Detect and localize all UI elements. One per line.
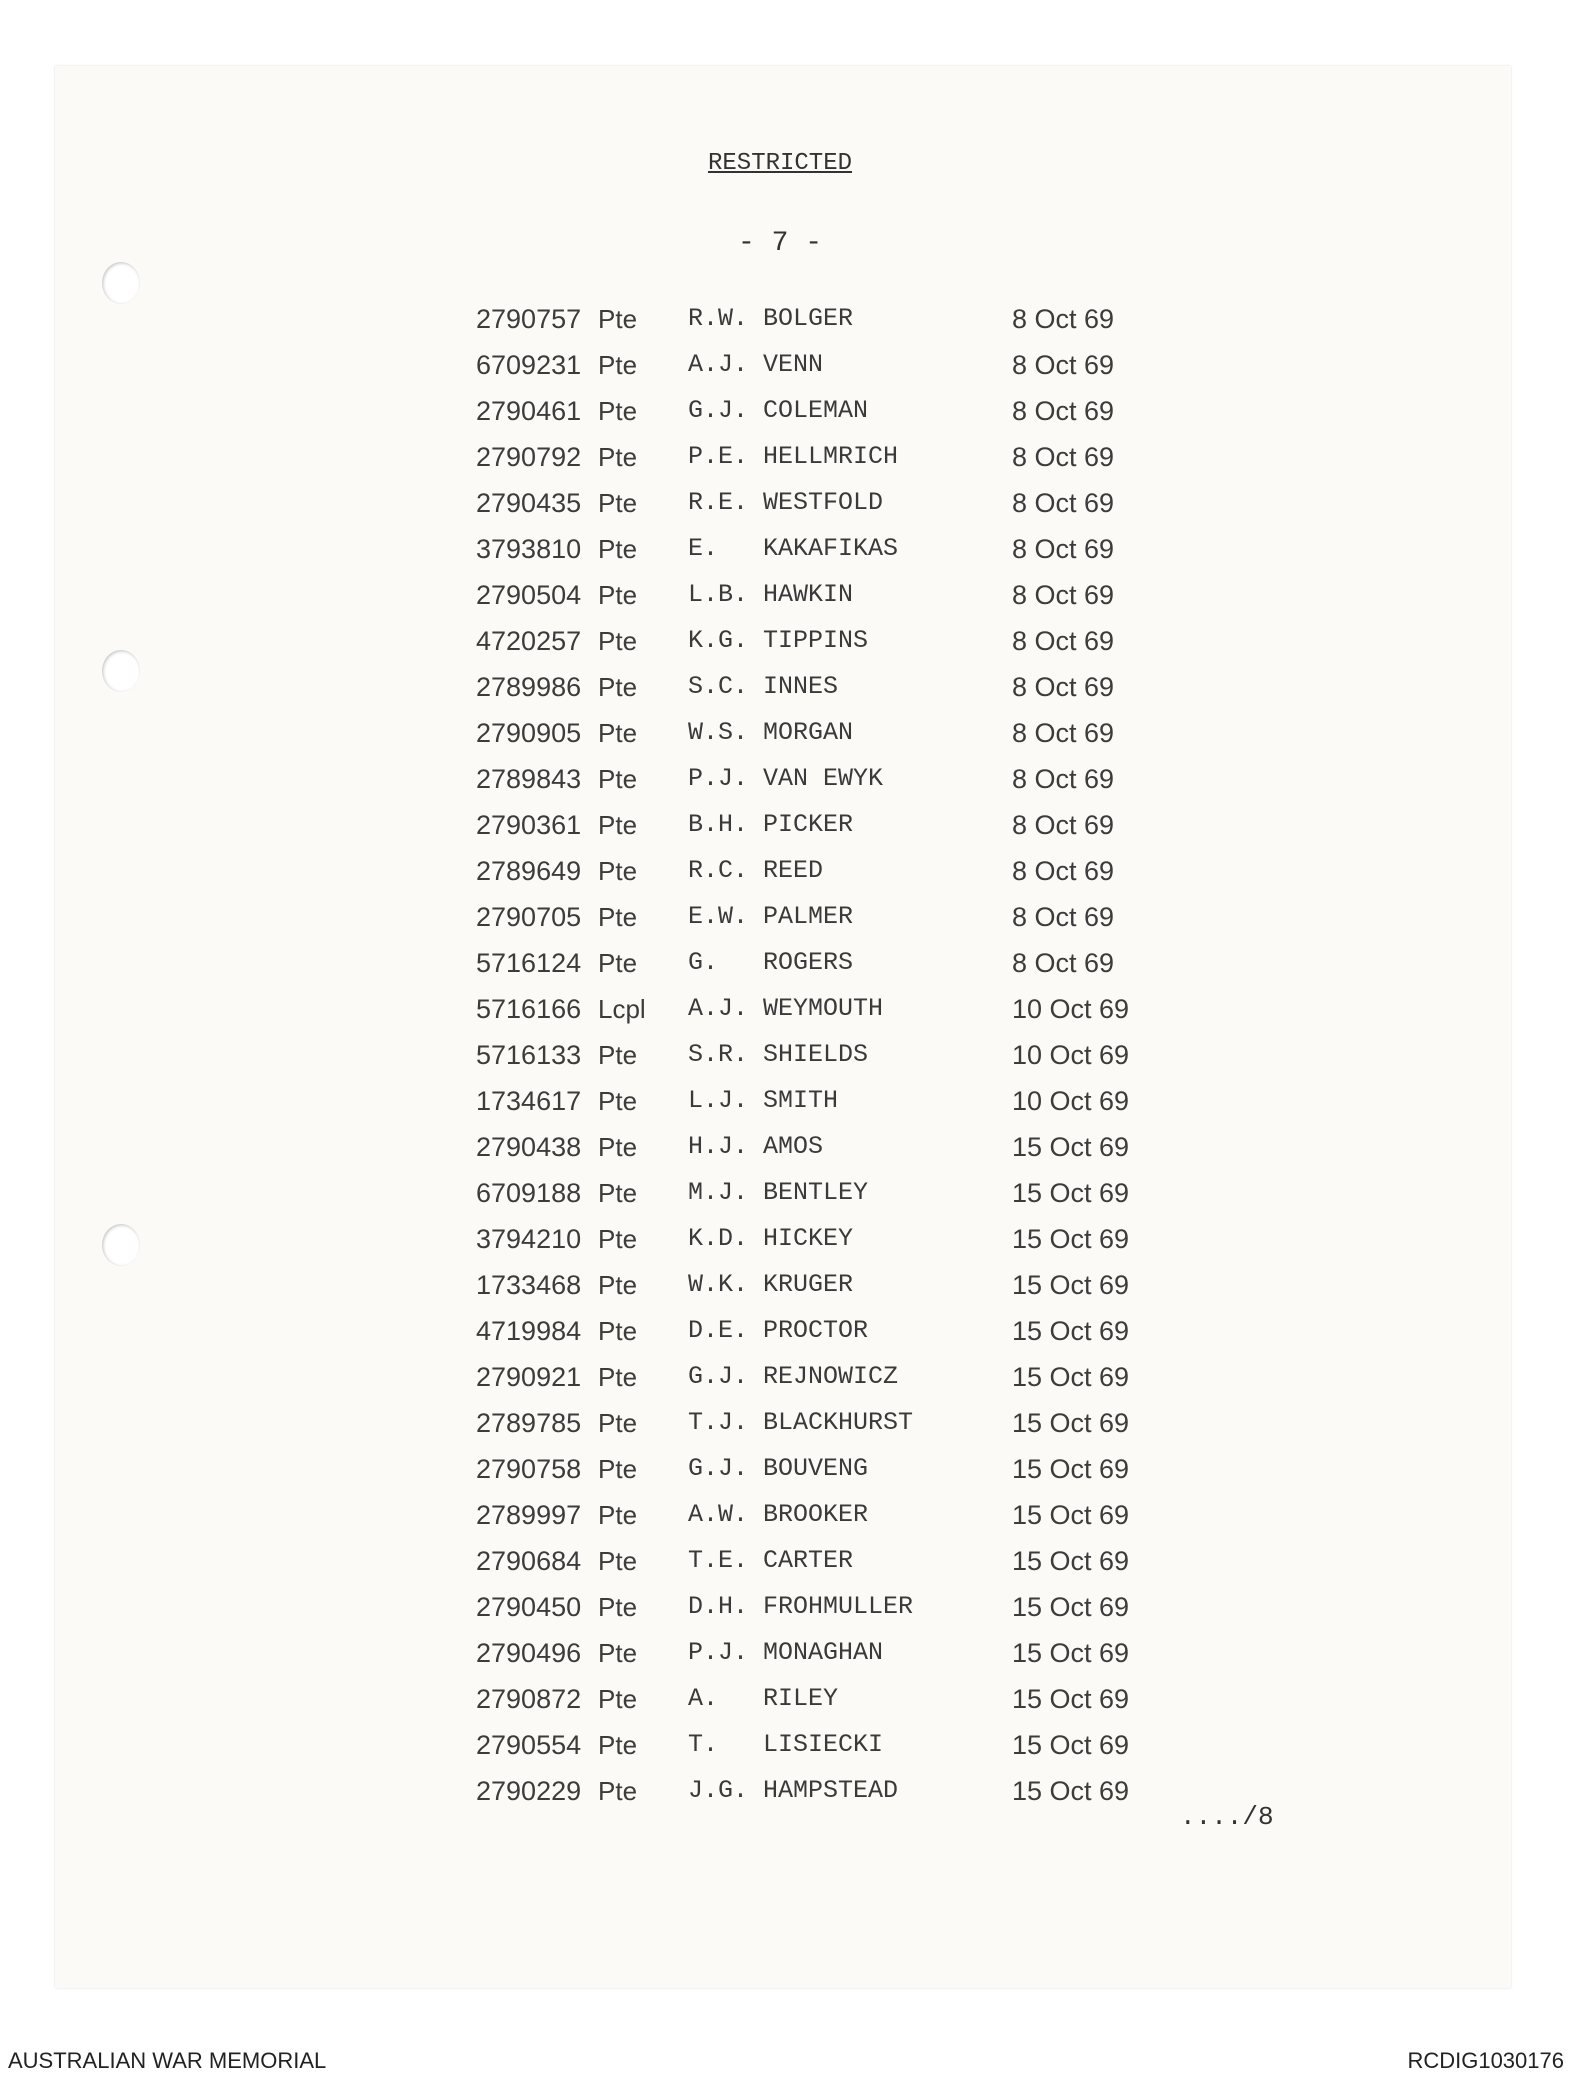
service-number: 5716124 [476, 948, 582, 978]
surname: BOUVENG [763, 1454, 869, 1483]
service-number: 2790461 [476, 396, 582, 426]
rank: Pte [598, 1086, 638, 1116]
rank: Pte [598, 810, 638, 840]
surname: AMOS [763, 1132, 824, 1161]
date: 8 Oct 69 [1012, 810, 1115, 840]
date: 10 Oct 69 [1012, 994, 1130, 1024]
footer-source: AUSTRALIAN WAR MEMORIAL [8, 2048, 327, 2073]
surname: PICKER [763, 810, 854, 839]
surname: HELLMRICH [763, 442, 899, 471]
initials: R.W. [688, 304, 749, 333]
service-number: 2789997 [476, 1500, 582, 1530]
initials: A.J. [688, 350, 749, 379]
rank: Pte [598, 1454, 638, 1484]
rank: Pte [598, 948, 638, 978]
page-number: - 7 - [737, 228, 822, 259]
punch-hole [102, 1224, 140, 1266]
date: 15 Oct 69 [1012, 1546, 1130, 1576]
service-number: 3794210 [476, 1224, 582, 1254]
surname: MORGAN [763, 718, 854, 747]
surname: BOLGER [763, 304, 854, 333]
initials: G. [688, 948, 719, 977]
date: 15 Oct 69 [1012, 1362, 1130, 1392]
date: 15 Oct 69 [1012, 1224, 1130, 1254]
initials: M.J. [688, 1178, 749, 1207]
rank: Pte [598, 672, 638, 702]
date: 8 Oct 69 [1012, 672, 1115, 702]
service-number: 2789986 [476, 672, 582, 702]
initials: H.J. [688, 1132, 749, 1161]
rank: Pte [598, 1270, 638, 1300]
date: 15 Oct 69 [1012, 1408, 1130, 1438]
continuation-marker: ..../8 [1180, 1802, 1274, 1832]
date: 8 Oct 69 [1012, 304, 1115, 334]
date: 8 Oct 69 [1012, 948, 1115, 978]
initials: K.G. [688, 626, 749, 655]
rank: Lcpl [598, 994, 646, 1024]
date: 8 Oct 69 [1012, 718, 1115, 748]
surname: BROOKER [763, 1500, 869, 1529]
date: 15 Oct 69 [1012, 1316, 1130, 1346]
initials: T. [688, 1730, 719, 1759]
surname: KRUGER [763, 1270, 854, 1299]
service-number: 6709188 [476, 1178, 582, 1208]
service-number: 4720257 [476, 626, 582, 656]
initials: L.B. [688, 580, 749, 609]
service-number: 2790361 [476, 810, 582, 840]
surname: HAWKIN [763, 580, 854, 609]
date: 15 Oct 69 [1012, 1178, 1130, 1208]
surname: ROGERS [763, 948, 854, 977]
surname: PROCTOR [763, 1316, 869, 1345]
date: 8 Oct 69 [1012, 534, 1115, 564]
date: 8 Oct 69 [1012, 856, 1115, 886]
rank: Pte [598, 580, 638, 610]
rank: Pte [598, 1362, 638, 1392]
surname: WESTFOLD [763, 488, 884, 517]
surname: BENTLEY [763, 1178, 869, 1207]
rank: Pte [598, 1408, 638, 1438]
initials: A.J. [688, 994, 749, 1023]
service-number: 2789785 [476, 1408, 582, 1438]
rank: Pte [598, 902, 638, 932]
surname: MONAGHAN [763, 1638, 884, 1667]
date: 8 Oct 69 [1012, 442, 1115, 472]
rank: Pte [598, 1500, 638, 1530]
service-number: 2790229 [476, 1776, 582, 1806]
date: 15 Oct 69 [1012, 1684, 1130, 1714]
date: 8 Oct 69 [1012, 764, 1115, 794]
rank: Pte [598, 1224, 638, 1254]
rank: Pte [598, 396, 638, 426]
service-number: 2790758 [476, 1454, 582, 1484]
service-number: 2790757 [476, 304, 582, 334]
rank: Pte [598, 1316, 638, 1346]
punch-hole [102, 650, 140, 692]
service-number: 2790496 [476, 1638, 582, 1668]
date: 8 Oct 69 [1012, 488, 1115, 518]
service-number: 5716166 [476, 994, 582, 1024]
date: 8 Oct 69 [1012, 396, 1115, 426]
surname: VENN [763, 350, 824, 379]
service-number: 1734617 [476, 1086, 582, 1116]
service-number: 4719984 [476, 1316, 582, 1346]
date: 8 Oct 69 [1012, 626, 1115, 656]
initials: S.C. [688, 672, 749, 701]
service-number: 2790905 [476, 718, 582, 748]
rank: Pte [598, 350, 638, 380]
rank: Pte [598, 1546, 638, 1576]
initials: E. [688, 534, 719, 563]
initials: G.J. [688, 1362, 749, 1391]
rank: Pte [598, 304, 638, 334]
initials: D.E. [688, 1316, 749, 1345]
date: 8 Oct 69 [1012, 580, 1115, 610]
surname: HICKEY [763, 1224, 854, 1253]
service-number: 2790684 [476, 1546, 582, 1576]
service-number: 3793810 [476, 534, 582, 564]
service-number: 6709231 [476, 350, 582, 380]
date: 8 Oct 69 [1012, 902, 1115, 932]
surname: FROHMULLER [763, 1592, 914, 1621]
initials: R.E. [688, 488, 749, 517]
date: 15 Oct 69 [1012, 1500, 1130, 1530]
initials: K.D. [688, 1224, 749, 1253]
surname: KAKAFIKAS [763, 534, 899, 563]
initials: G.J. [688, 396, 749, 425]
initials: P.J. [688, 764, 749, 793]
rank: Pte [598, 1040, 638, 1070]
service-number: 2790435 [476, 488, 582, 518]
rank: Pte [598, 534, 638, 564]
date: 15 Oct 69 [1012, 1592, 1130, 1622]
service-number: 2790921 [476, 1362, 582, 1392]
surname: VAN EWYK [763, 764, 884, 793]
date: 15 Oct 69 [1012, 1132, 1130, 1162]
service-number: 2790504 [476, 580, 582, 610]
surname: TIPPINS [763, 626, 869, 655]
classification-heading: RESTRICTED [707, 150, 853, 177]
rank: Pte [598, 442, 638, 472]
initials: E.W. [688, 902, 749, 931]
surname: REED [763, 856, 824, 885]
surname: CARTER [763, 1546, 854, 1575]
rank: Pte [598, 764, 638, 794]
surname: RILEY [763, 1684, 839, 1713]
service-number: 2790792 [476, 442, 582, 472]
surname: INNES [763, 672, 839, 701]
surname: SHIELDS [763, 1040, 869, 1069]
initials: G.J. [688, 1454, 749, 1483]
service-number: 5716133 [476, 1040, 582, 1070]
service-number: 2790438 [476, 1132, 582, 1162]
rank: Pte [598, 1638, 638, 1668]
service-number: 2790705 [476, 902, 582, 932]
initials: A.W. [688, 1500, 749, 1529]
initials: A. [688, 1684, 719, 1713]
punch-hole [102, 262, 140, 304]
initials: S.R. [688, 1040, 749, 1069]
footer-record-id: RCDIG1030176 [1407, 2048, 1564, 2073]
surname: WEYMOUTH [763, 994, 884, 1023]
date: 15 Oct 69 [1012, 1454, 1130, 1484]
service-number: 2790554 [476, 1730, 582, 1760]
rank: Pte [598, 1132, 638, 1162]
service-number: 1733468 [476, 1270, 582, 1300]
surname: REJNOWICZ [763, 1362, 899, 1391]
service-number: 2789843 [476, 764, 582, 794]
surname: HAMPSTEAD [763, 1776, 899, 1805]
rank: Pte [598, 1178, 638, 1208]
rank: Pte [598, 1592, 638, 1622]
surname: SMITH [763, 1086, 839, 1115]
rank: Pte [598, 856, 638, 886]
initials: R.C. [688, 856, 749, 885]
date: 15 Oct 69 [1012, 1638, 1130, 1668]
initials: T.J. [688, 1408, 749, 1437]
rank: Pte [598, 1684, 638, 1714]
date: 15 Oct 69 [1012, 1270, 1130, 1300]
service-number: 2790872 [476, 1684, 582, 1714]
surname: COLEMAN [763, 396, 869, 425]
rank: Pte [598, 1730, 638, 1760]
surname: PALMER [763, 902, 854, 931]
initials: T.E. [688, 1546, 749, 1575]
date: 10 Oct 69 [1012, 1086, 1130, 1116]
date: 15 Oct 69 [1012, 1730, 1130, 1760]
surname: BLACKHURST [763, 1408, 914, 1437]
date: 15 Oct 69 [1012, 1776, 1130, 1806]
service-number: 2790450 [476, 1592, 582, 1622]
rank: Pte [598, 626, 638, 656]
service-number: 2789649 [476, 856, 582, 886]
initials: W.S. [688, 718, 749, 747]
initials: P.E. [688, 442, 749, 471]
initials: B.H. [688, 810, 749, 839]
rank: Pte [598, 718, 638, 748]
initials: J.G. [688, 1776, 749, 1805]
rank: Pte [598, 488, 638, 518]
date: 8 Oct 69 [1012, 350, 1115, 380]
initials: W.K. [688, 1270, 749, 1299]
initials: L.J. [688, 1086, 749, 1115]
initials: D.H. [688, 1592, 749, 1621]
date: 10 Oct 69 [1012, 1040, 1130, 1070]
rank: Pte [598, 1776, 638, 1806]
initials: P.J. [688, 1638, 749, 1667]
surname: LISIECKI [763, 1730, 884, 1759]
